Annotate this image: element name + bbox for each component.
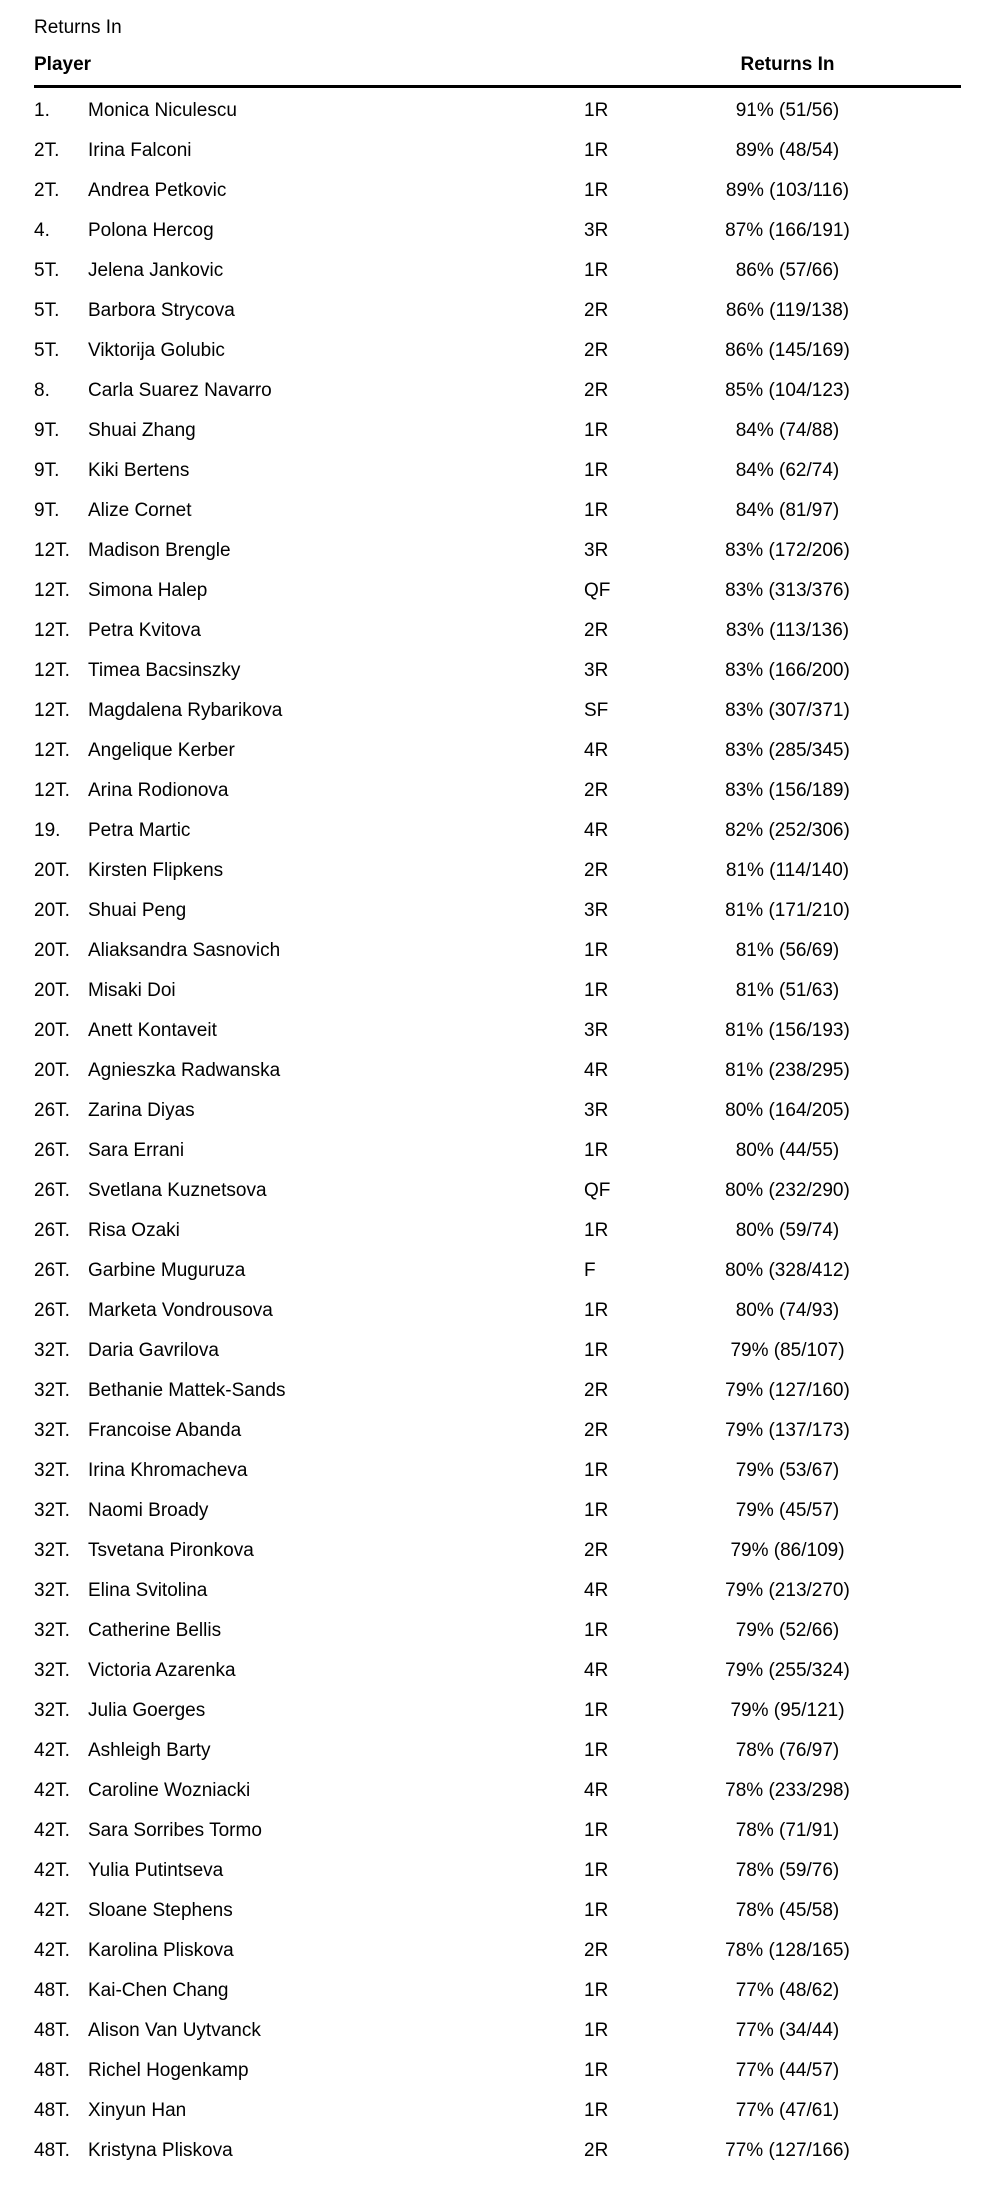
round-cell: 1R — [584, 1740, 609, 1761]
rank-cell: 1. — [34, 100, 50, 121]
round-cell: 1R — [584, 1900, 609, 1921]
round-cell: 3R — [584, 660, 609, 681]
round-cell: 2R — [584, 780, 609, 801]
table-row — [34, 131, 961, 171]
round-cell: 1R — [584, 1700, 609, 1721]
returns-cell: 80% (328/412) — [725, 1260, 850, 1281]
rank-cell: 26T. — [34, 1260, 70, 1281]
returns-cell: 81% (156/193) — [725, 1020, 850, 1041]
returns-cell: 78% (59/76) — [735, 1860, 840, 1881]
table-row — [34, 1011, 961, 1051]
rank-cell: 2T. — [34, 140, 60, 161]
round-cell: 1R — [584, 1460, 609, 1481]
player-cell: Ashleigh Barty — [88, 1740, 211, 1761]
returns-cell: 83% (172/206) — [725, 540, 850, 561]
returns-cell: 77% (47/61) — [735, 2100, 840, 2121]
table-row — [34, 171, 961, 211]
table-row — [34, 1691, 961, 1731]
page-title: Returns In — [34, 17, 122, 38]
rank-cell: 26T. — [34, 1140, 70, 1161]
returns-cell: 86% (145/169) — [725, 340, 850, 361]
table-row — [34, 1571, 961, 1611]
round-cell: 1R — [584, 1620, 609, 1641]
round-cell: 2R — [584, 860, 609, 881]
table-row — [34, 371, 961, 411]
player-cell: Sara Sorribes Tormo — [88, 1820, 262, 1841]
round-cell: 3R — [584, 1020, 609, 1041]
round-cell: F — [584, 1260, 596, 1281]
returns-cell: 78% (71/91) — [735, 1820, 840, 1841]
table-row — [34, 1171, 961, 1211]
player-cell: Barbora Strycova — [88, 300, 235, 321]
table-row — [34, 1491, 961, 1531]
player-cell: Naomi Broady — [88, 1500, 209, 1521]
returns-cell: 78% (233/298) — [725, 1780, 850, 1801]
returns-cell: 79% (45/57) — [735, 1500, 840, 1521]
player-cell: Madison Brengle — [88, 540, 231, 561]
returns-cell: 83% (307/371) — [725, 700, 850, 721]
returns-cell: 83% (313/376) — [725, 580, 850, 601]
returns-cell: 86% (57/66) — [735, 260, 840, 281]
table-row — [34, 1851, 961, 1891]
player-cell: Alize Cornet — [88, 500, 192, 521]
player-cell: Shuai Peng — [88, 900, 187, 921]
returns-cell: 84% (62/74) — [735, 460, 840, 481]
round-cell: 2R — [584, 1380, 609, 1401]
round-cell: 1R — [584, 1140, 609, 1161]
rank-cell: 32T. — [34, 1580, 70, 1601]
player-cell: Marketa Vondrousova — [88, 1300, 273, 1321]
rank-cell: 32T. — [34, 1620, 70, 1641]
table-row — [34, 1331, 961, 1371]
round-cell: 1R — [584, 1220, 609, 1241]
round-cell: 1R — [584, 140, 609, 161]
returns-cell: 77% (34/44) — [735, 2020, 840, 2041]
table-row — [34, 1531, 961, 1571]
table-row — [34, 2011, 961, 2051]
round-cell: 1R — [584, 460, 609, 481]
round-cell: QF — [584, 580, 611, 601]
round-cell: 1R — [584, 1980, 609, 2001]
returns-cell: 81% (56/69) — [735, 940, 840, 961]
player-cell: Andrea Petkovic — [88, 180, 227, 201]
player-cell: Yulia Putintseva — [88, 1860, 224, 1881]
rank-cell: 48T. — [34, 2140, 70, 2161]
player-cell: Misaki Doi — [88, 980, 176, 1001]
returns-cell: 81% (51/63) — [735, 980, 840, 1001]
table-row — [34, 651, 961, 691]
player-cell: Jelena Jankovic — [88, 260, 224, 281]
returns-cell: 83% (166/200) — [725, 660, 850, 681]
player-cell: Sloane Stephens — [88, 1900, 233, 1921]
rank-cell: 20T. — [34, 900, 70, 921]
table-row — [34, 451, 961, 491]
round-cell: 4R — [584, 1060, 609, 1081]
table-row — [34, 491, 961, 531]
player-cell: Shuai Zhang — [88, 420, 196, 441]
table-row — [34, 1931, 961, 1971]
table-header-row — [34, 54, 961, 76]
player-cell: Petra Martic — [88, 820, 191, 841]
table-row — [34, 2051, 961, 2091]
table-row — [34, 931, 961, 971]
table-row — [34, 611, 961, 651]
returns-cell: 79% (53/67) — [735, 1460, 840, 1481]
table-row — [34, 971, 961, 1011]
round-cell: 1R — [584, 260, 609, 281]
player-cell: Kai-Chen Chang — [88, 1980, 229, 2001]
rank-cell: 5T. — [34, 260, 60, 281]
returns-cell: 79% (85/107) — [730, 1340, 845, 1361]
round-cell: 3R — [584, 900, 609, 921]
player-cell: Victoria Azarenka — [88, 1660, 236, 1681]
rank-cell: 5T. — [34, 300, 60, 321]
table-row — [34, 771, 961, 811]
player-cell: Daria Gavrilova — [88, 1340, 219, 1361]
player-cell: Elina Svitolina — [88, 1580, 208, 1601]
rank-cell: 32T. — [34, 1340, 70, 1361]
rank-cell: 9T. — [34, 420, 60, 441]
returns-cell: 80% (59/74) — [735, 1220, 840, 1241]
table-row — [34, 2131, 961, 2171]
round-cell: 2R — [584, 1540, 609, 1561]
returns-cell: 79% (86/109) — [730, 1540, 845, 1561]
table-row — [34, 331, 961, 371]
rank-cell: 12T. — [34, 580, 70, 601]
player-cell: Viktorija Golubic — [88, 340, 225, 361]
table-row — [34, 891, 961, 931]
round-cell: 2R — [584, 340, 609, 361]
round-cell: 2R — [584, 620, 609, 641]
rank-cell: 20T. — [34, 1060, 70, 1081]
returns-cell: 79% (127/160) — [725, 1380, 850, 1401]
player-cell: Francoise Abanda — [88, 1420, 242, 1441]
returns-cell: 77% (44/57) — [735, 2060, 840, 2081]
player-cell: Kristyna Pliskova — [88, 2140, 233, 2161]
player-cell: Aliaksandra Sasnovich — [88, 940, 281, 961]
player-cell: Monica Niculescu — [88, 100, 237, 121]
player-cell: Alison Van Uytvanck — [88, 2020, 261, 2041]
round-cell: 1R — [584, 940, 609, 961]
rank-cell: 32T. — [34, 1420, 70, 1441]
returns-cell: 80% (44/55) — [735, 1140, 840, 1161]
rank-cell: 48T. — [34, 2100, 70, 2121]
round-cell: 1R — [584, 1300, 609, 1321]
table-row — [34, 211, 961, 251]
round-cell: 1R — [584, 980, 609, 1001]
returns-cell: 85% (104/123) — [725, 380, 850, 401]
round-cell: 1R — [584, 2020, 609, 2041]
rank-cell: 12T. — [34, 540, 70, 561]
returns-cell: 79% (213/270) — [725, 1580, 850, 1601]
table-row — [34, 1611, 961, 1651]
returns-cell: 80% (232/290) — [725, 1180, 850, 1201]
round-cell: 3R — [584, 220, 609, 241]
returns-cell: 79% (52/66) — [735, 1620, 840, 1641]
rank-cell: 32T. — [34, 1660, 70, 1681]
round-cell: 1R — [584, 420, 609, 441]
player-cell: Bethanie Mattek-Sands — [88, 1380, 286, 1401]
round-cell: SF — [584, 700, 609, 721]
player-cell: Polona Hercog — [88, 220, 214, 241]
rank-cell: 32T. — [34, 1700, 70, 1721]
returns-cell: 78% (45/58) — [735, 1900, 840, 1921]
rank-cell: 48T. — [34, 2060, 70, 2081]
rank-cell: 20T. — [34, 1020, 70, 1041]
returns-cell: 80% (74/93) — [735, 1300, 840, 1321]
rank-cell: 19. — [34, 820, 61, 841]
player-cell: Richel Hogenkamp — [88, 2060, 249, 2081]
returns-cell: 83% (285/345) — [725, 740, 850, 761]
player-cell: Kiki Bertens — [88, 460, 190, 481]
rank-cell: 20T. — [34, 860, 70, 881]
table-row — [34, 1291, 961, 1331]
rank-cell: 32T. — [34, 1540, 70, 1561]
returns-cell: 81% (114/140) — [725, 860, 850, 881]
player-cell: Sara Errani — [88, 1140, 185, 1161]
returns-cell: 78% (128/165) — [725, 1940, 850, 1961]
rank-cell: 26T. — [34, 1300, 70, 1321]
round-cell: 1R — [584, 2100, 609, 2121]
player-cell: Agnieszka Radwanska — [88, 1060, 281, 1081]
returns-cell: 81% (238/295) — [725, 1060, 850, 1081]
table-row — [34, 1091, 961, 1131]
table-row — [34, 1051, 961, 1091]
table-row — [34, 1771, 961, 1811]
returns-cell: 82% (252/306) — [725, 820, 850, 841]
round-cell: 3R — [584, 540, 609, 561]
table-row — [34, 1251, 961, 1291]
player-cell: Anett Kontaveit — [88, 1020, 217, 1041]
rank-cell: 12T. — [34, 620, 70, 641]
round-cell: 1R — [584, 500, 609, 521]
player-cell: Magdalena Rybarikova — [88, 700, 283, 721]
returns-cell: 83% (113/136) — [725, 620, 850, 641]
returns-cell: 84% (74/88) — [735, 420, 840, 441]
table-row — [34, 1451, 961, 1491]
rank-cell: 42T. — [34, 1860, 70, 1881]
table-row — [34, 1211, 961, 1251]
table-row — [34, 411, 961, 451]
table-row — [34, 2091, 961, 2131]
column-header-player: Player — [34, 54, 92, 75]
rank-cell: 5T. — [34, 340, 60, 361]
player-cell: Tsvetana Pironkova — [88, 1540, 254, 1561]
rank-cell: 9T. — [34, 500, 60, 521]
round-cell: 2R — [584, 1940, 609, 1961]
player-cell: Caroline Wozniacki — [88, 1780, 251, 1801]
round-cell: 1R — [584, 1340, 609, 1361]
table-row — [34, 1411, 961, 1451]
returns-cell: 89% (48/54) — [735, 140, 840, 161]
rank-cell: 20T. — [34, 980, 70, 1001]
player-cell: Petra Kvitova — [88, 620, 201, 641]
round-cell: 2R — [584, 2140, 609, 2161]
rank-cell: 32T. — [34, 1460, 70, 1481]
table-row — [34, 251, 961, 291]
table-row — [34, 1651, 961, 1691]
rank-cell: 26T. — [34, 1180, 70, 1201]
table-row — [34, 1371, 961, 1411]
player-cell: Garbine Muguruza — [88, 1260, 246, 1281]
column-header-returns-in: Returns In — [740, 54, 835, 75]
round-cell: 2R — [584, 380, 609, 401]
rank-cell: 12T. — [34, 740, 70, 761]
round-cell: 4R — [584, 1580, 609, 1601]
round-cell: 2R — [584, 1420, 609, 1441]
rank-cell: 12T. — [34, 700, 70, 721]
returns-cell: 77% (48/62) — [735, 1980, 840, 2001]
player-cell: Kirsten Flipkens — [88, 860, 224, 881]
returns-cell: 77% (127/166) — [725, 2140, 850, 2161]
rank-cell: 2T. — [34, 180, 60, 201]
player-cell: Irina Falconi — [88, 140, 192, 161]
table-row — [34, 811, 961, 851]
table-row — [34, 1731, 961, 1771]
round-cell: 2R — [584, 300, 609, 321]
table-row — [34, 731, 961, 771]
player-cell: Angelique Kerber — [88, 740, 235, 761]
rank-cell: 42T. — [34, 1780, 70, 1801]
player-cell: Arina Rodionova — [88, 780, 229, 801]
rank-cell: 12T. — [34, 660, 70, 681]
column-header-round-spacer — [584, 54, 680, 76]
rank-cell: 32T. — [34, 1380, 70, 1401]
player-cell: Carla Suarez Navarro — [88, 380, 272, 401]
table-row — [34, 1971, 961, 2011]
rank-cell: 48T. — [34, 1980, 70, 2001]
player-cell: Simona Halep — [88, 580, 208, 601]
round-cell: 4R — [584, 820, 609, 841]
header-divider — [34, 85, 961, 88]
player-cell: Julia Goerges — [88, 1700, 206, 1721]
rank-cell: 42T. — [34, 1940, 70, 1961]
player-cell: Zarina Diyas — [88, 1100, 195, 1121]
rank-cell: 20T. — [34, 940, 70, 961]
round-cell: 1R — [584, 180, 609, 201]
round-cell: 1R — [584, 100, 609, 121]
player-cell: Irina Khromacheva — [88, 1460, 248, 1481]
player-cell: Catherine Bellis — [88, 1620, 222, 1641]
table-row — [34, 851, 961, 891]
round-cell: 1R — [584, 1860, 609, 1881]
returns-cell: 84% (81/97) — [735, 500, 840, 521]
player-cell: Xinyun Han — [88, 2100, 187, 2121]
returns-cell: 83% (156/189) — [725, 780, 850, 801]
returns-cell: 79% (95/121) — [730, 1700, 845, 1721]
rank-cell: 42T. — [34, 1900, 70, 1921]
rank-cell: 12T. — [34, 780, 70, 801]
returns-cell: 89% (103/116) — [725, 180, 850, 201]
returns-cell: 80% (164/205) — [725, 1100, 850, 1121]
round-cell: 1R — [584, 2060, 609, 2081]
returns-cell: 78% (76/97) — [735, 1740, 840, 1761]
player-cell: Risa Ozaki — [88, 1220, 180, 1241]
rank-cell: 42T. — [34, 1740, 70, 1761]
player-cell: Timea Bacsinszky — [88, 660, 241, 681]
returns-cell: 87% (166/191) — [725, 220, 850, 241]
round-cell: 3R — [584, 1100, 609, 1121]
round-cell: 4R — [584, 740, 609, 761]
player-cell: Karolina Pliskova — [88, 1940, 234, 1961]
table-row — [34, 291, 961, 331]
rank-cell: 9T. — [34, 460, 60, 481]
rank-cell: 32T. — [34, 1500, 70, 1521]
returns-cell: 91% (51/56) — [735, 100, 840, 121]
returns-cell: 79% (137/173) — [725, 1420, 850, 1441]
round-cell: 1R — [584, 1500, 609, 1521]
round-cell: 4R — [584, 1780, 609, 1801]
rank-cell: 26T. — [34, 1100, 70, 1121]
player-cell: Svetlana Kuznetsova — [88, 1180, 267, 1201]
table-body — [34, 91, 961, 2171]
round-cell: QF — [584, 1180, 611, 1201]
round-cell: 1R — [584, 1820, 609, 1841]
rank-cell: 4. — [34, 220, 50, 241]
table-row — [34, 571, 961, 611]
table-row — [34, 91, 961, 131]
rank-cell: 8. — [34, 380, 50, 401]
rank-cell: 26T. — [34, 1220, 70, 1241]
table-row — [34, 1131, 961, 1171]
table-row — [34, 691, 961, 731]
round-cell: 4R — [584, 1660, 609, 1681]
returns-cell: 79% (255/324) — [725, 1660, 850, 1681]
table-row — [34, 1891, 961, 1931]
rank-cell: 42T. — [34, 1820, 70, 1841]
rank-cell: 48T. — [34, 2020, 70, 2041]
table-row — [34, 1811, 961, 1851]
table-row — [34, 531, 961, 571]
returns-cell: 86% (119/138) — [725, 300, 850, 321]
returns-cell: 81% (171/210) — [725, 900, 850, 921]
